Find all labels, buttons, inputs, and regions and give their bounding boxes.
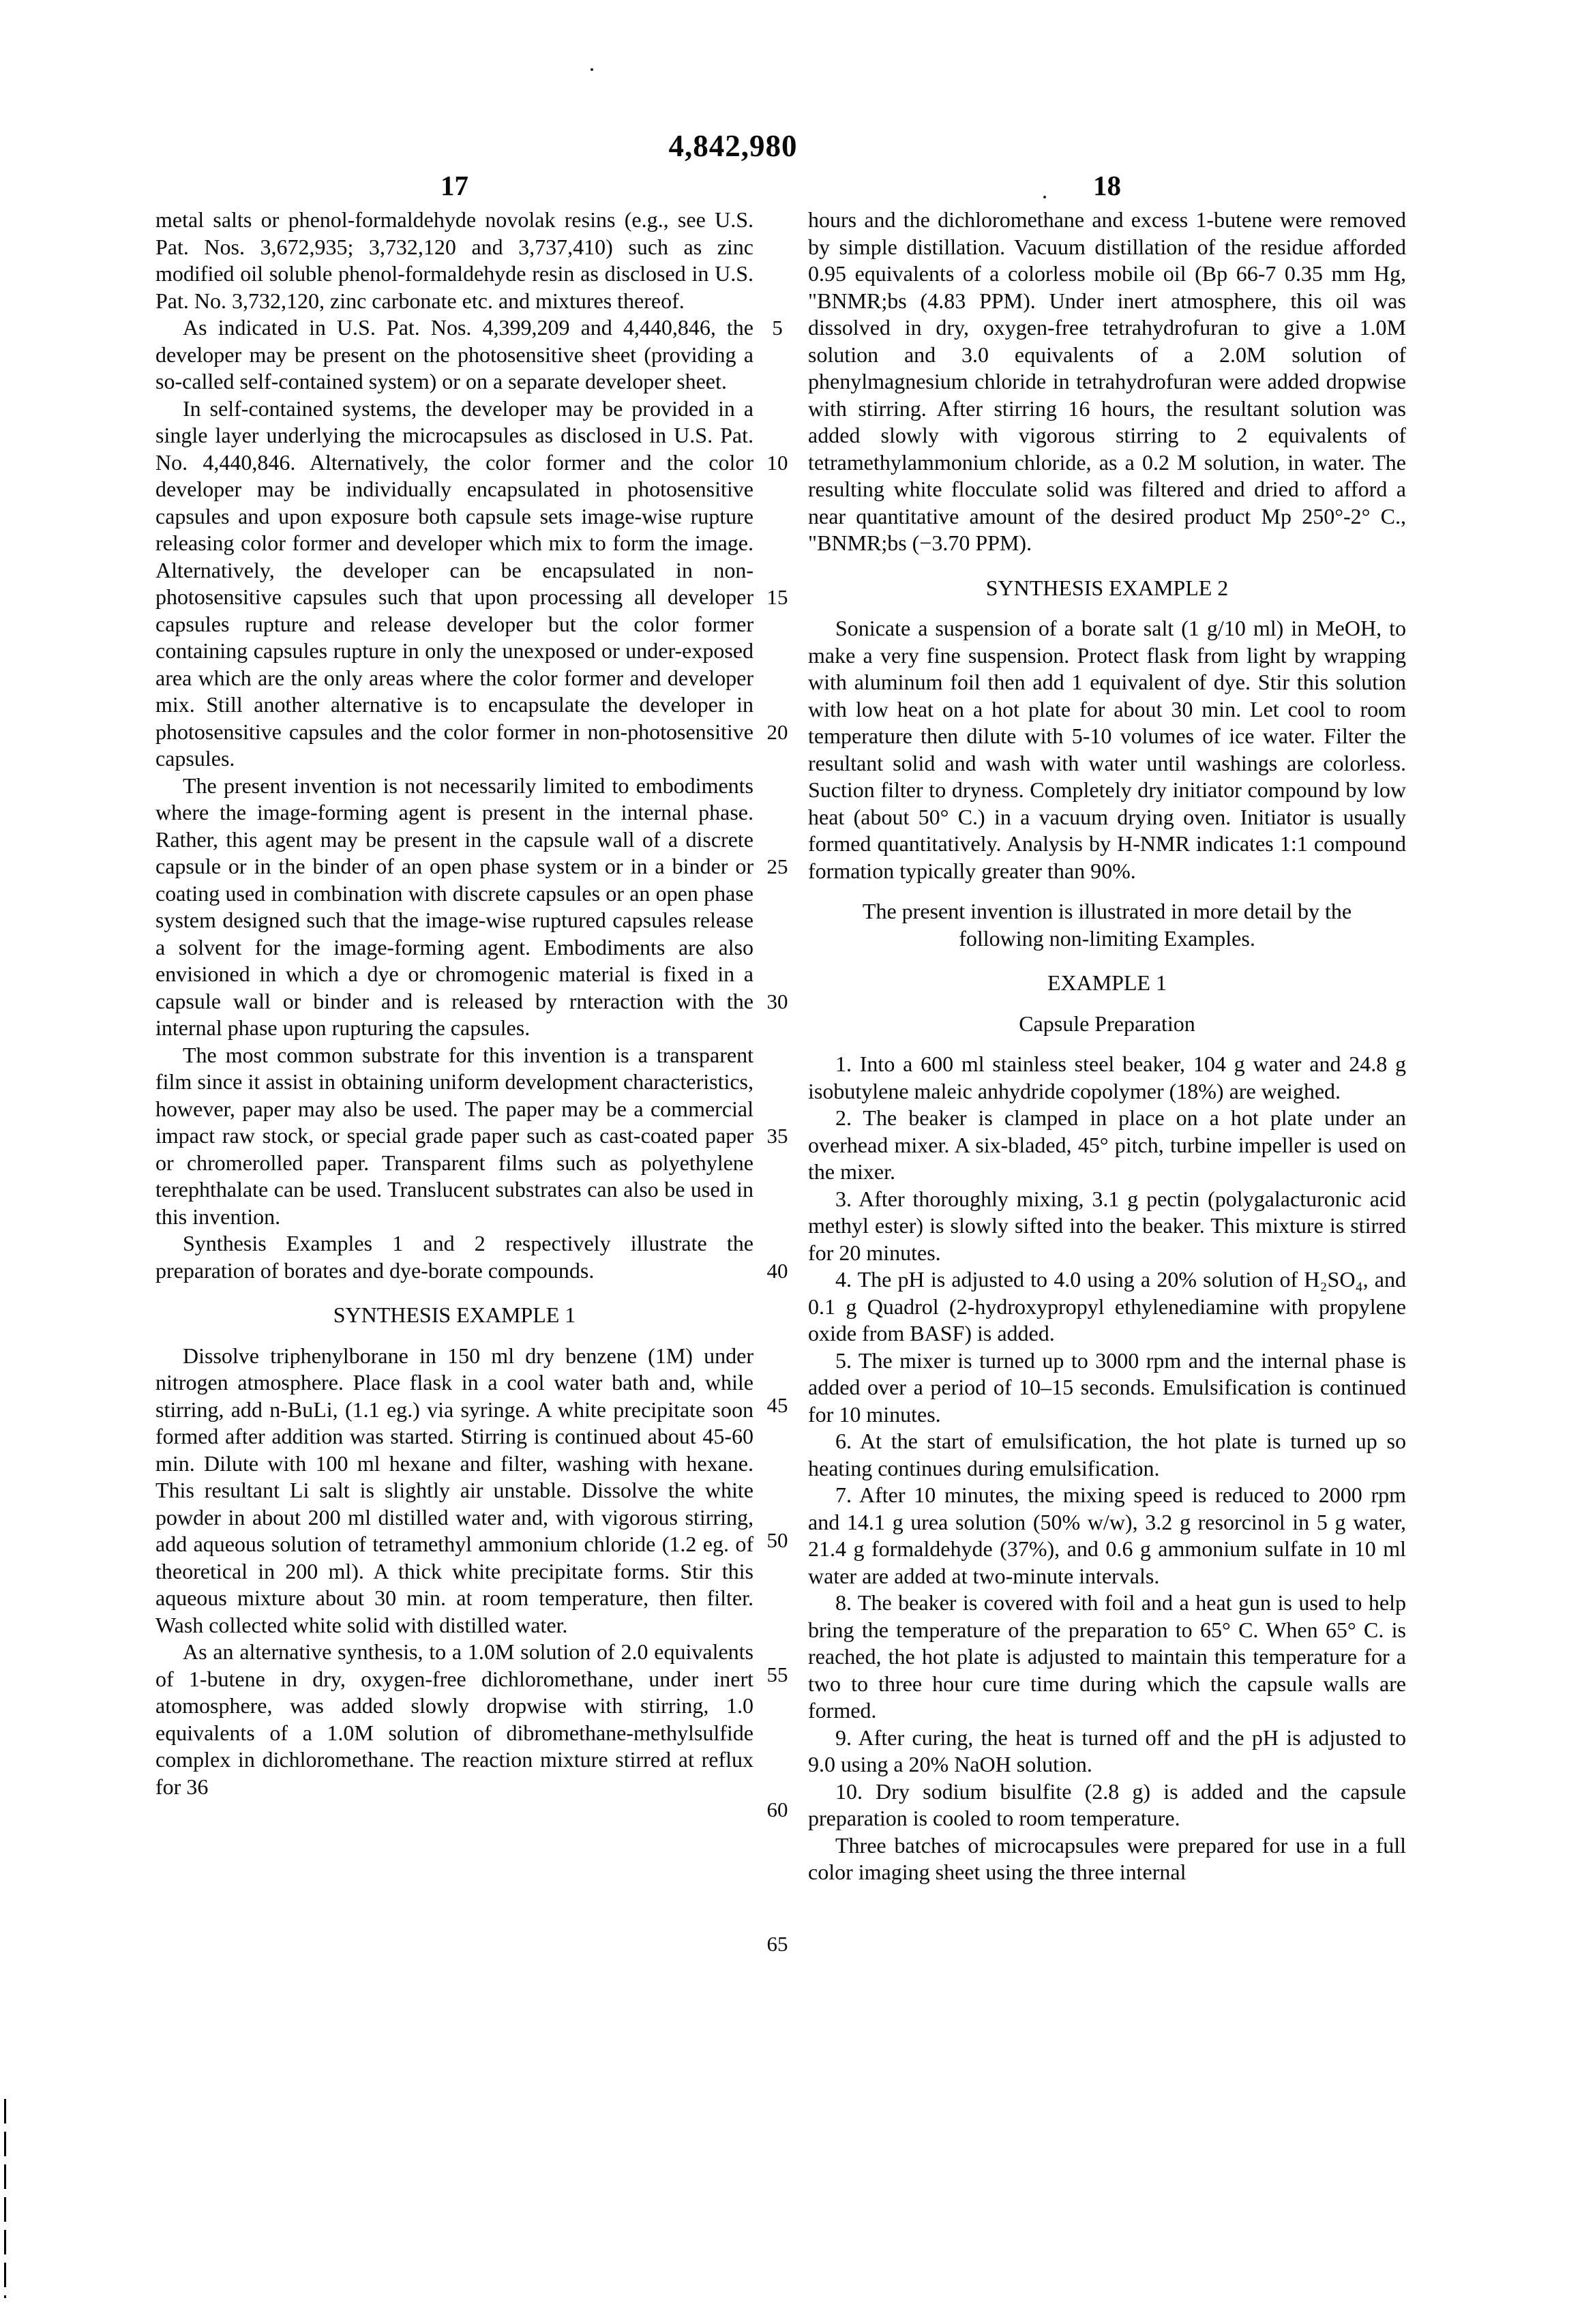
scan-speck <box>1043 196 1046 198</box>
paragraph: Dissolve triphenylborane in 150 ml dry benzene (1M) under nitrogen atmosphere. Place flask in a cool water bath and, while stirring, add n-BuLi, (1.1 eg.) via syringe. A white precipitate soon formed after addition was started. Stirring is continued about 45-60 min. Dilute with 100 ml hexane and filter, washing with hexane. This resultant Li salt is slightly air unstable. Dissolve the white powder in about 200 ml distilled water and, with vigorous stirring, add aqueous solution of tetramethyl ammonium chloride (1.2 eg. of theoretical in 200 ml). A thick white precipitate forms. Stir this aqueous mixture about 30 min. at room temperature, then filter. Wash collected white solid with distilled water. <box>155 1343 753 1637</box>
paragraph: 1. Into a 600 ml stainless steel beaker, 104 g water and 24.8 g isobutylene maleic anhydride copolymer (18%) are weighed. <box>808 1052 1406 1103</box>
paragraph: As indicated in U.S. Pat. Nos. 4,399,209 and 4,440,846, the developer may be present on the photosensitive sheet (providing a so-called self-contained system) or on a separate developer sheet. <box>155 315 753 393</box>
paragraph: 5. The mixer is turned up to 3000 rpm and the internal phase is added over a period of 10–15 seconds. Emulsification is continued for 10 minutes. <box>808 1347 1406 1427</box>
paragraph: Sonicate a suspension of a borate salt (1 g/10 ml) in MeOH, to make a very fine suspension. Protect flask from light by wrapping with aluminum foil then add 1 equivalent of dye. Stir this solution with low heat on a hot plate for about 30 min. Let cool to room temperature then dilute with 5-10 volumes of ice water. Filter the resultant solid and wash with water until washings are colorless. Suction filter to dryness. Completely dry initiator compound by low heat (about 50° C.) in a vacuum drying oven. Initiator is usually formed quantitatively. Analysis by H-NMR indicates 1:1 compound formation typically greater than 90%. <box>808 616 1406 883</box>
line-number: 30 <box>766 989 788 1013</box>
line-number: 45 <box>766 1393 788 1417</box>
centered-paragraph: The present invention is illustrated in more detail by the following non-limiting Examples. <box>862 899 1352 951</box>
section-heading: SYNTHESIS EXAMPLE 2 <box>985 575 1229 600</box>
section-heading: SYNTHESIS EXAMPLE 1 <box>333 1302 576 1327</box>
paragraph: The present invention is not necessarily limited to embodiments where the image-forming agent is present in the internal phase. Rather, this agent may be present in the capsule wall of a discrete capsule or in the binder of an open phase system or in a binder or coating used in combination with discrete capsules or an open phase system designed such that the image-wise ruptured capsules release a solvent for the image-forming agent. Embodiments are also envisioned in which a dye or chromogenic material is fixed in a capsule wall or binder and is released by rnteraction with the internal phase upon rupturing the capsules. <box>155 773 753 1040</box>
paragraph: 6. At the start of emulsification, the hot plate is turned up so heating continues during emulsification. <box>808 1429 1406 1480</box>
line-number: 15 <box>766 585 788 609</box>
paragraph: In self-contained systems, the developer may be provided in a single layer underlying the microcapsules as disclosed in U.S. Pat. No. 4,440,846. Alternatively, the color former and the color developer may be individually encapsulated in photosensitive capsules and upon exposure both capsule sets image-wise rupture releasing color former and developer which mix to form the image. Alternatively, the developer can be encapsulated in non-photosensitive capsules such that upon processing all developer capsules rupture and release developer but the color former containing capsules rupture in only the unexposed or under-exposed area which are the only areas where the color former and developer mix. Still another alternative is to encapsulate the developer in photosensitive capsules and the color former in non-photosensitive capsules. <box>155 396 753 771</box>
paragraph: 4. The pH is adjusted to 4.0 using a 20% solution of H₂SO₄, and 0.1 g Quadrol (2-hydroxypropyl ethylenediamine with propylene oxide from BASF) is added. <box>808 1267 1406 1345</box>
paragraph: Three batches of microcapsules were prepared for use in a full color imaging sheet using the three internal <box>808 1832 1406 1884</box>
line-number: 60 <box>766 1797 788 1821</box>
line-number: 50 <box>766 1528 788 1552</box>
paragraph: 10. Dry sodium bisulfite (2.8 g) is added and the capsule preparation is cooled to room temperature. <box>808 1778 1406 1830</box>
line-number: 35 <box>766 1124 788 1148</box>
paragraph: 3. After thoroughly mixing, 3.1 g pectin (polygalacturonic acid methyl ester) is slowly sifted into the beaker. This mixture is stirred for 20 minutes. <box>808 1186 1406 1265</box>
paragraph: metal salts or phenol-formaldehyde novolak resins (e.g., see U.S. Pat. Nos. 3,672,935; 3,732,120 and 3,737,410) such as zinc modified oil soluble phenol-formaldehyde resin as disclosed in U.S. Pat. No. 3,732,120, zinc carbonate etc. and mixtures thereof. <box>155 207 753 313</box>
line-number: 65 <box>766 1932 788 1956</box>
paragraph: hours and the dichloromethane and excess 1-butene were removed by simple distillation. Vacuum distillation of the residue afforded 0.95 equivalents of a colorless mobile oil (Bp 66-7 0.35 mm Hg, "BNMR;bs (4.83 PPM). Under inert atmosphere, this oil was dissolved in dry, oxygen-free tetrahydrofuran to give a 1.0M solution and 3.0 equivalents of a 2.0M solution of phenylmagnesium chloride in tetrahydrofuran were added dropwise with stirring. After stirring 16 hours, the resultant solution was added slowly with vigorous stirring to 2 equivalents of tetramethylammonium chloride, as a 0.2 M solution, in water. The resulting white flocculate solid was filtered and dried to afford a near quantitative amount of the desired product Mp 250°-2° C., "BNMR;bs (−3.70 PPM). <box>808 207 1406 555</box>
line-number-gutter <box>749 207 806 2048</box>
line-number: 25 <box>766 854 788 878</box>
left-column <box>155 207 753 1800</box>
paragraph: 2. The beaker is clamped in place on a hot plate under an overhead mixer. A six-bladed, 45° pitch, turbine impeller is used on the mixer. <box>808 1105 1406 1184</box>
right-column <box>808 207 1406 1886</box>
line-number: 5 <box>772 316 783 340</box>
column-page-number-right: 18 <box>1093 170 1121 201</box>
paragraph: 7. After 10 minutes, the mixing speed is reduced to 2000 rpm and 14.1 g urea solution (50% w/w), 3.2 g resorcinol in 5 g water, 21.4 g formaldehyde (37%), and 0.6 g ammonium sulfate in 10 ml water are added at two-minute intervals. <box>808 1483 1406 1588</box>
paragraph: 8. The beaker is covered with foil and a heat gun is used to help bring the temperature of the preparation to 65° C. When 65° C. is reached, the hot plate is adjusted to maintain this temperature for a two to three hour cure time during which the capsule walls are formed. <box>808 1590 1406 1723</box>
paragraph: As an alternative synthesis, to a 1.0M solution of 2.0 equivalents of 1-butene in dry, oxygen-free dichloromethane, under inert atomosphere, was added slowly dropwise with stirring, 1.0 equivalents of a 1.0M solution of dibromethane-methylsulfide complex in dichloromethane. The reaction mixture stirred at reflux for 36 <box>155 1639 753 1799</box>
line-number: 55 <box>766 1663 788 1686</box>
column-page-number-left: 17 <box>441 170 468 201</box>
paragraph: Synthesis Examples 1 and 2 respectively illustrate the preparation of borates and dye-borate compounds. <box>155 1231 753 1283</box>
line-number: 40 <box>766 1258 788 1283</box>
scan-artifact-line <box>4 2099 6 2298</box>
paragraph: The most common substrate for this invention is a transparent film since it assist in obtaining uniform development characteristics, however, paper may also be used. The paper may be a commercial impact raw stock, or special grade paper such as cast-coated paper or chromerolled paper. Transparent films such as polyethylene terephthalate can be used. Translucent substrates can also be used in this invention. <box>155 1042 753 1229</box>
sub-heading: Capsule Preparation <box>1019 1011 1195 1036</box>
line-number: 10 <box>766 450 788 475</box>
section-heading: EXAMPLE 1 <box>1047 970 1167 995</box>
scan-speck <box>591 68 593 71</box>
patent-number: 4,842,980 <box>668 129 798 163</box>
paragraph: 9. After curing, the heat is turned off and the pH is adjusted to 9.0 using a 20% NaOH solution. <box>808 1725 1406 1776</box>
line-number: 20 <box>766 719 788 744</box>
